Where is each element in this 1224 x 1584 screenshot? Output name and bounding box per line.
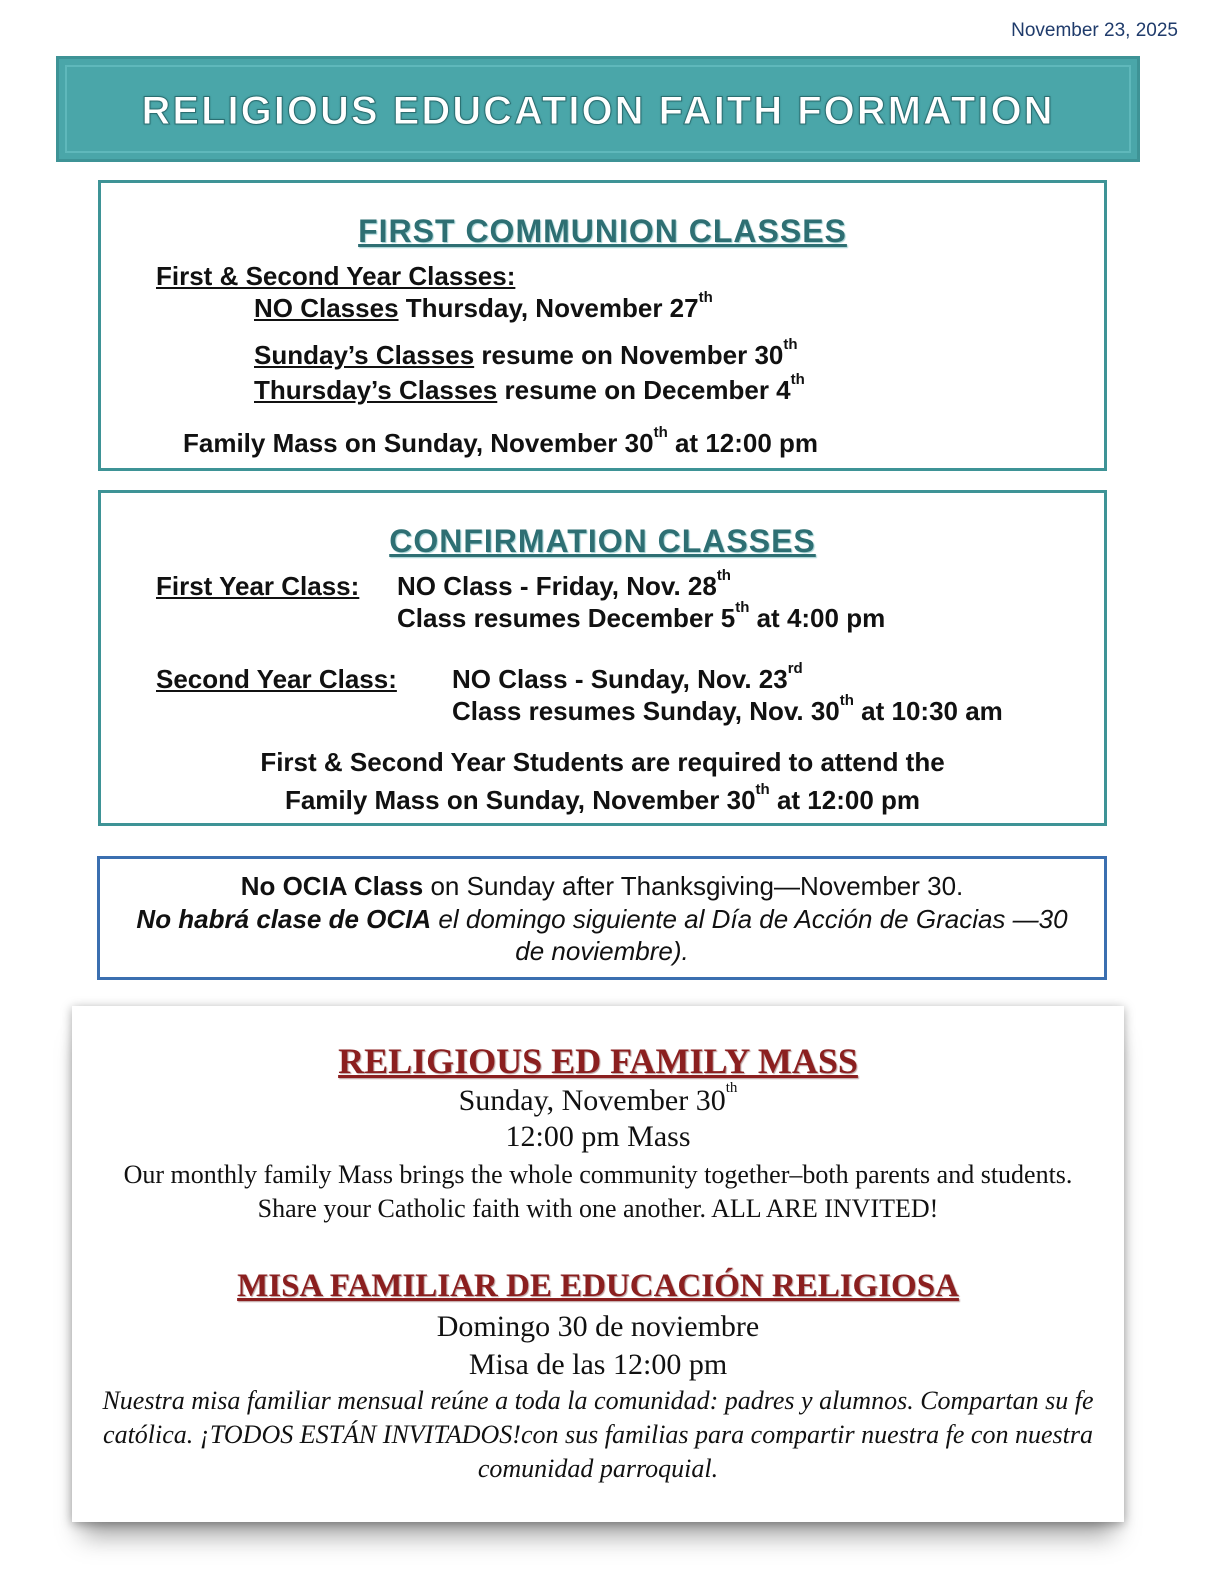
document-date: November 23, 2025 xyxy=(1011,20,1178,41)
misa-familiar-desc: Nuestra misa familiar mensual reúne a toda la comunidad: padres y alumnos. Compartan su fe católica. ¡TODOS ESTÁN INVITADOS!con sus familias para compartir nuestra fe con nuestra comunidad parroquial. xyxy=(102,1386,1094,1483)
ocia-spanish: No habrá clase de OCIA el domingo siguiente al Día de Acción de Gracias —30 de noviembre). xyxy=(136,904,1068,966)
first-communion-title: FIRST COMMUNION CLASSES xyxy=(358,213,847,249)
misa-familiar-date: Domingo 30 de noviembre xyxy=(436,1310,760,1343)
second-year-no-class: NO Class - Sunday, Nov. 23rd xyxy=(452,660,803,694)
first-year-resume: Class resumes December 5th at 4:00 pm xyxy=(397,599,886,633)
ocia-english: No OCIA Class on Sunday after Thanksgiving—November 30. xyxy=(240,871,964,901)
second-year-label: Second Year Class: xyxy=(156,664,397,694)
family-mass-time: 12:00 pm Mass xyxy=(505,1120,691,1153)
required-line-2: Family Mass on Sunday, November 30th at 12:00 pm xyxy=(284,781,921,815)
first-year-label: First Year Class: xyxy=(156,571,360,601)
misa-familiar-title: MISA FAMILIAR DE EDUCACIÓN RELIGIOSA xyxy=(237,1268,959,1304)
family-mass-desc-1: Our monthly family Mass brings the whole community together–both parents and students. xyxy=(123,1160,1073,1189)
classes-heading: First & Second Year Classes: xyxy=(156,261,516,291)
second-year-resume: Class resumes Sunday, Nov. 30th at 10:30 am xyxy=(452,692,1003,726)
family-mass-date: Sunday, November 30th xyxy=(458,1080,738,1117)
sunday-classes-line: Sunday’s Classes resume on November 30th xyxy=(254,336,798,370)
required-line-1: First & Second Year Students are required to attend the xyxy=(260,747,945,777)
section-banner xyxy=(56,56,1140,162)
first-communion-box xyxy=(98,180,1107,471)
confirmation-title: CONFIRMATION CLASSES xyxy=(389,523,816,559)
no-classes-line: NO Classes Thursday, November 27th xyxy=(254,289,713,323)
confirmation-box xyxy=(98,490,1107,826)
misa-familiar-time: Misa de las 12:00 pm xyxy=(468,1348,728,1381)
family-mass-desc-2: Share your Catholic faith with one another. ALL ARE INVITED! xyxy=(257,1194,939,1223)
ocia-notice xyxy=(97,856,1107,980)
banner-title: RELIGIOUS EDUCATION FAITH FORMATION xyxy=(141,89,1055,133)
thursday-classes-line: Thursday’s Classes resume on December 4th xyxy=(254,371,805,405)
family-mass-card xyxy=(72,1006,1124,1522)
family-mass-line: Family Mass on Sunday, November 30th at 12:00 pm xyxy=(183,424,819,458)
family-mass-title: RELIGIOUS ED FAMILY MASS xyxy=(338,1041,858,1081)
first-year-no-class: NO Class - Friday, Nov. 28th xyxy=(397,567,731,601)
